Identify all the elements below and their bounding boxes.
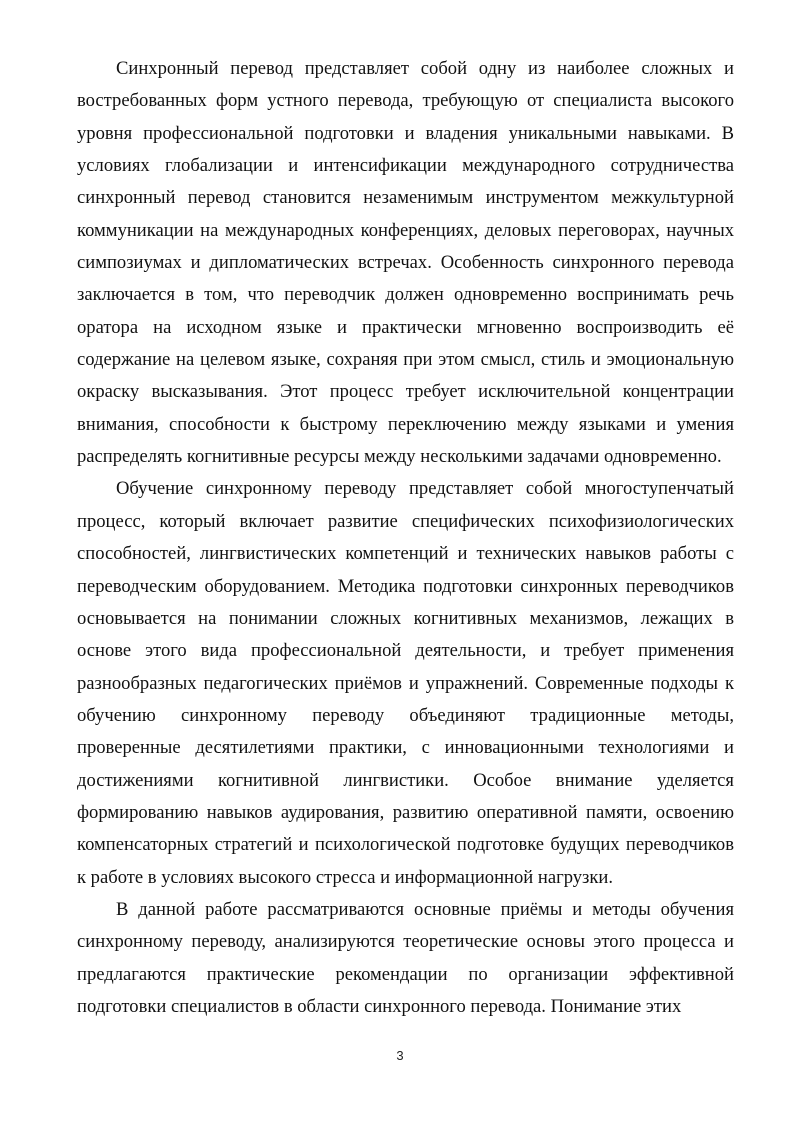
paragraph-3: В данной работе рассматриваются основные приёмы и методы обучения синхронному переводу, анализируются теоретические основы этого процесса и предлагаются практические рекомендации по организации эффективной подготовки специалистов в области синхронного перевода. Понимание этих [77,898,734,1017]
paragraph-1: Синхронный перевод представляет собой одну из наиболее сложных и востребованных форм устного перевода, требующую от специалиста высокого уровня профессиональной подготовки и владения уникальными навыками. В условиях глобализации и интенсификации международного сотрудничества синхронный перевод становится незаменимым инструментом межкультурной коммуникации на международных конференциях, деловых переговорах, научных симпозиумах и дипломатических встречах. Особенность синхронного перевода заключается в том, что переводчик должен одновременно воспринимать речь оратора на исходном языке и практически мгновенно воспроизводить её содержание на целевом языке, сохраняя при этом смысл, стиль и эмоциональную окраску высказывания. Этот процесс требует исключительной концентрации внимания, способности к быстрому переключению между языками и умения распределять когнитивные ресурсы между несколькими задачами одновременно. [77,58,734,468]
body-text [77,53,734,1023]
page-number: 3 [396,1048,404,1063]
paragraph-2: Обучение синхронному переводу представляет собой многоступенчатый процесс, который включает развитие специфических психофизиологических способностей, лингвистических компетенций и технических навыков работы с переводческим оборудованием. Методика подготовки синхронных переводчиков основывается на понимании сложных когнитивных механизмов, лежащих в основе этого вида профессиональной деятельности, и требует применения разнообразных педагогических приёмов и упражнений. Современные подходы к обучению синхронному переводу объединяют традиционные методы, проверенные десятилетиями практики, с инновационными технологиями и достижениями когнитивной лингвистики. Особое внимание уделяется формированию навыков аудирования, развитию оперативной памяти, освоению компенсаторных стратегий и психологической подготовке будущих переводчиков к работе в условиях высокого стресса и информационной нагрузки. [77,478,734,888]
